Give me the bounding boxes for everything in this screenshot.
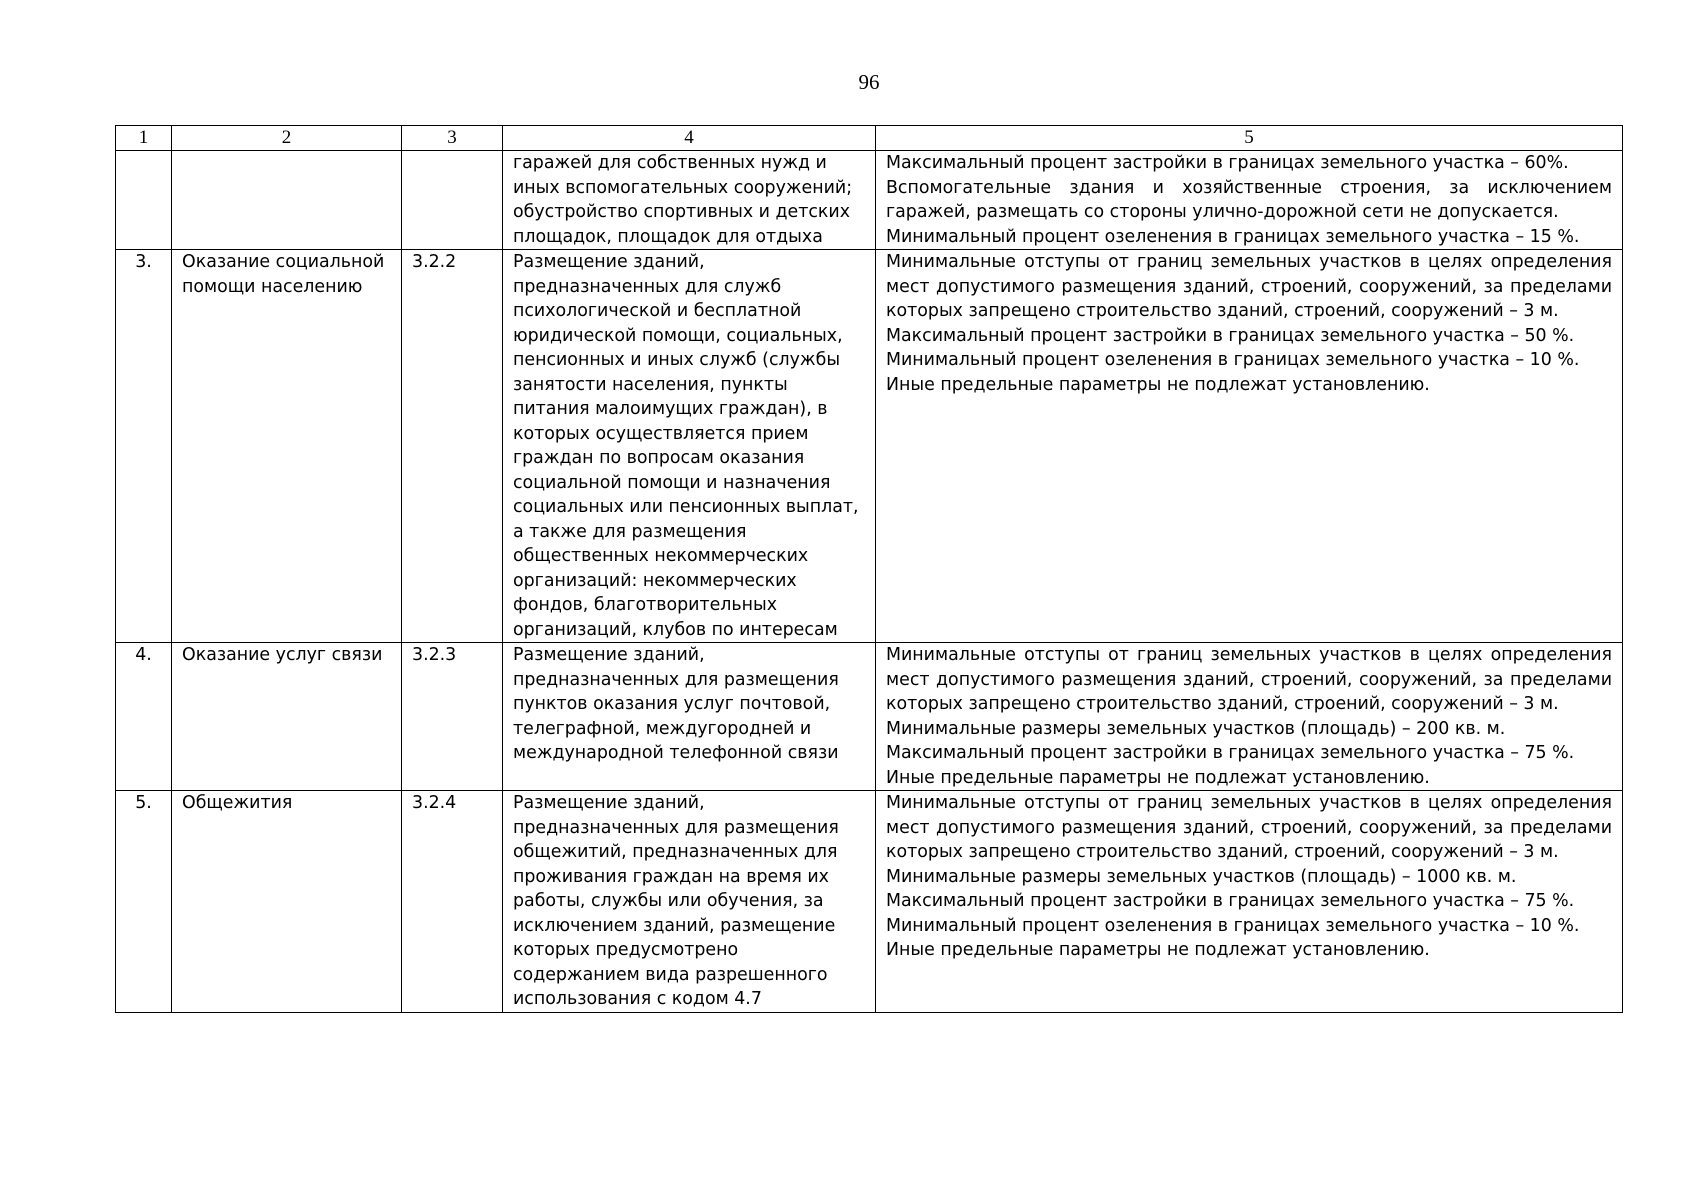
page-number: 96 xyxy=(858,70,880,94)
use-description: Размещение зданий, предназначенных для служб психологической и бесплатной юридической помощи, социальных, пенсионных и иных служб (службы занятости населения, пункты питания малоимущих граждан), в которых осуществляется прием граждан по вопросам оказания социальной помощи и назначения социальных или пенсионных выплат, а также для размещения общественных некоммерческих организаций: некоммерческих фондов, благотворительных организаций, клубов по интересам xyxy=(503,250,876,643)
use-description: Размещение зданий, предназначенных для размещения пунктов оказания услуг почтовой, телеграфной, междугородней и международной телефонной связи xyxy=(503,643,876,791)
parameter-line: Максимальный процент застройки в границах земельного участка – 50 %. xyxy=(886,325,1575,346)
table-row xyxy=(116,643,1623,791)
use-code: 3.2.3 xyxy=(402,643,503,791)
parameter-line: Максимальный процент застройки в границах земельного участка – 75 %. xyxy=(886,743,1575,763)
table-row xyxy=(116,151,1623,250)
table-row xyxy=(116,791,1623,1013)
row-number: 5. xyxy=(116,791,172,1013)
header-col-4: 4 xyxy=(503,126,876,151)
use-code: 3.2.2 xyxy=(402,250,503,643)
parameter-line: Максимальный процент застройки в границах земельного участка – 75 %. xyxy=(886,891,1575,911)
use-name: Общежития xyxy=(172,791,402,1013)
header-col-5: 5 xyxy=(876,126,1623,151)
parameter-line: Минимальный процент озеленения в границах земельного участка – 10 %. xyxy=(886,915,1580,936)
parameter-line: Минимальные размеры земельных участков (площадь) – 200 кв. м. xyxy=(886,718,1506,739)
parameter-line: Минимальные размеры земельных участков (площадь) – 1000 кв. м. xyxy=(886,866,1517,887)
row-number: 3. xyxy=(116,250,172,643)
parameter-line: Минимальные отступы от границ земельных участков в целях определения мест допустимого размещения зданий, строений, сооружений, за пределами которых запрещено строительство зданий, строений, сооружений – 3 м. xyxy=(886,793,1612,862)
use-name: Оказание социальной помощи населению xyxy=(172,250,402,643)
parameter-line: Иные предельные параметры не подлежат установлению. xyxy=(886,374,1430,395)
parameter-line: Вспомогательные здания и хозяйственные строения, за исключением гаражей, размещать со стороны улично-дорожной сети не допускается. xyxy=(886,177,1612,222)
parameter-line: Минимальные отступы от границ земельных участков в целях определения мест допустимого размещения зданий, строений, сооружений, за пределами которых запрещено строительство зданий, строений, сооружений – 3 м. xyxy=(886,645,1612,714)
table-row xyxy=(116,250,1623,643)
header-col-2: 2 xyxy=(172,126,402,151)
header-col-3: 3 xyxy=(402,126,503,151)
row-number: 4. xyxy=(116,643,172,791)
parameter-line: Минимальные отступы от границ земельных участков в целях определения мест допустимого размещения зданий, строений, сооружений, за пределами которых запрещено строительство зданий, строений, сооружений – 3 м. xyxy=(886,252,1612,321)
parameter-line: Иные предельные параметры не подлежат установлению. xyxy=(886,940,1430,960)
parameter-line: Минимальный процент озеленения в границах земельного участка – 10 %. xyxy=(886,350,1580,370)
parameter-line: Максимальный процент застройки в границах земельного участка – 60%. xyxy=(886,153,1569,173)
parameter-line: Минимальный процент озеленения в границах земельного участка – 15 %. xyxy=(886,226,1580,247)
row-number xyxy=(116,151,172,250)
use-description: Размещение зданий, предназначенных для размещения общежитий, предназначенных для проживания граждан на время их работы, службы или обучения, за исключением зданий, размещение которых предусмотрено содержанием вида разрешенного использования с кодом 4.7 xyxy=(503,791,876,1013)
land-use-table xyxy=(115,125,1623,1013)
parameters-cell xyxy=(876,151,1623,250)
parameters-cell xyxy=(876,791,1623,1013)
parameters-cell xyxy=(876,250,1623,643)
parameter-line: Иные предельные параметры не подлежат установлению. xyxy=(886,767,1430,788)
use-code xyxy=(402,151,503,250)
use-name xyxy=(172,151,402,250)
parameters-cell xyxy=(876,643,1623,791)
use-name: Оказание услуг связи xyxy=(172,643,402,791)
header-col-1: 1 xyxy=(116,126,172,151)
header-row xyxy=(116,126,1623,151)
use-description: гаражей для собственных нужд и иных вспомогательных сооружений; обустройство спортивных и детских площадок, площадок для отдыха xyxy=(503,151,876,250)
use-code: 3.2.4 xyxy=(402,791,503,1013)
